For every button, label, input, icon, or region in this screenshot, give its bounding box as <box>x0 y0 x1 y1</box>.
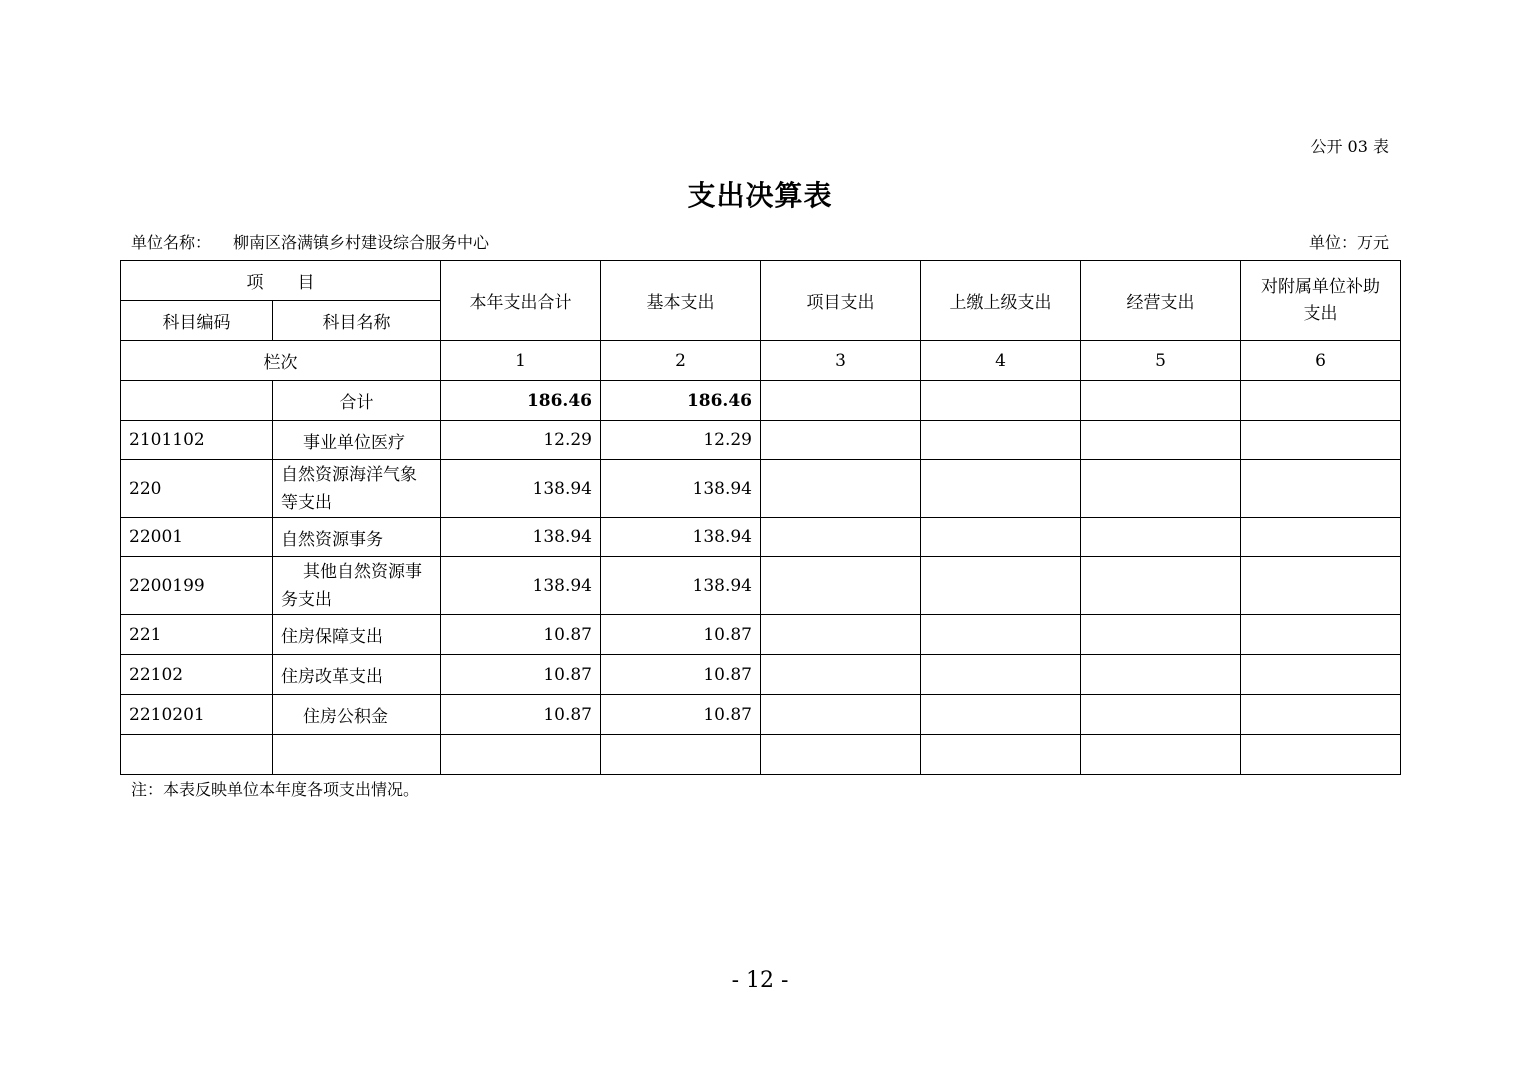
table-row <box>121 615 1401 655</box>
unit-name-label: 单位名称： <box>131 233 212 252</box>
header-code: 科目编码 <box>121 301 273 341</box>
subject-name: 住房保障支出 <box>273 615 441 655</box>
expenditure-table <box>120 260 1401 775</box>
header-business: 经营支出 <box>1081 261 1241 341</box>
table-row <box>121 421 1401 460</box>
unit-name-value: 柳南区洛满镇乡村建设综合服务中心 <box>233 233 490 252</box>
basic-amount: 186.46 <box>601 381 761 421</box>
header-subsidy: 对附属单位补助支出 <box>1241 261 1401 341</box>
unit-name-line <box>131 230 489 253</box>
total-label: 合计 <box>273 381 441 421</box>
col-number: 1 <box>441 341 601 381</box>
table-note: 注：本表反映单位本年度各项支出情况。 <box>131 780 420 799</box>
total-amount: 186.46 <box>441 381 601 421</box>
basic-amount: 10.87 <box>601 615 761 655</box>
col-number: 3 <box>761 341 921 381</box>
basic-amount: 10.87 <box>601 655 761 695</box>
page-number: - 12 - <box>731 968 789 993</box>
currency-unit: 单位：万元 <box>1308 233 1389 252</box>
total-amount: 10.87 <box>441 695 601 735</box>
total-amount: 12.29 <box>441 421 601 460</box>
basic-amount: 10.87 <box>601 695 761 735</box>
basic-amount: 138.94 <box>601 557 761 615</box>
empty-row <box>121 735 1401 775</box>
header-total: 本年支出合计 <box>441 261 601 341</box>
basic-amount: 138.94 <box>601 460 761 518</box>
basic-amount: 138.94 <box>601 518 761 557</box>
header-basic: 基本支出 <box>601 261 761 341</box>
subject-name: 自然资源事务 <box>273 518 441 557</box>
header-name: 科目名称 <box>273 301 441 341</box>
table-row <box>121 655 1401 695</box>
table-row <box>121 460 1401 518</box>
table-row <box>121 518 1401 557</box>
subject-name: 事业单位医疗 <box>273 421 441 460</box>
total-row <box>121 381 1401 421</box>
subject-code: 22102 <box>121 655 273 695</box>
table-row <box>121 695 1401 735</box>
header-project: 项目支出 <box>761 261 921 341</box>
col-number: 5 <box>1081 341 1241 381</box>
header-upper: 上缴上级支出 <box>921 261 1081 341</box>
subject-name: 其他自然资源事务支出 <box>273 557 441 615</box>
form-number: 公开 03 表 <box>1310 137 1389 156</box>
col-number: 6 <box>1241 341 1401 381</box>
subject-name: 自然资源海洋气象等支出 <box>273 460 441 518</box>
total-amount: 10.87 <box>441 615 601 655</box>
subject-code: 22001 <box>121 518 273 557</box>
total-amount: 10.87 <box>441 655 601 695</box>
subject-code: 221 <box>121 615 273 655</box>
subject-name: 住房改革支出 <box>273 655 441 695</box>
subject-code: 2200199 <box>121 557 273 615</box>
basic-amount: 12.29 <box>601 421 761 460</box>
col-number: 2 <box>601 341 761 381</box>
table-row <box>121 557 1401 615</box>
total-amount: 138.94 <box>441 518 601 557</box>
total-amount: 138.94 <box>441 460 601 518</box>
page-title: 支出决算表 <box>687 179 833 212</box>
col-number: 4 <box>921 341 1081 381</box>
subject-name: 住房公积金 <box>273 695 441 735</box>
header-item: 项 目 <box>121 261 441 301</box>
subject-code: 2210201 <box>121 695 273 735</box>
subject-code: 2101102 <box>121 421 273 460</box>
subject-code: 220 <box>121 460 273 518</box>
total-amount: 138.94 <box>441 557 601 615</box>
column-label: 栏次 <box>121 341 441 381</box>
